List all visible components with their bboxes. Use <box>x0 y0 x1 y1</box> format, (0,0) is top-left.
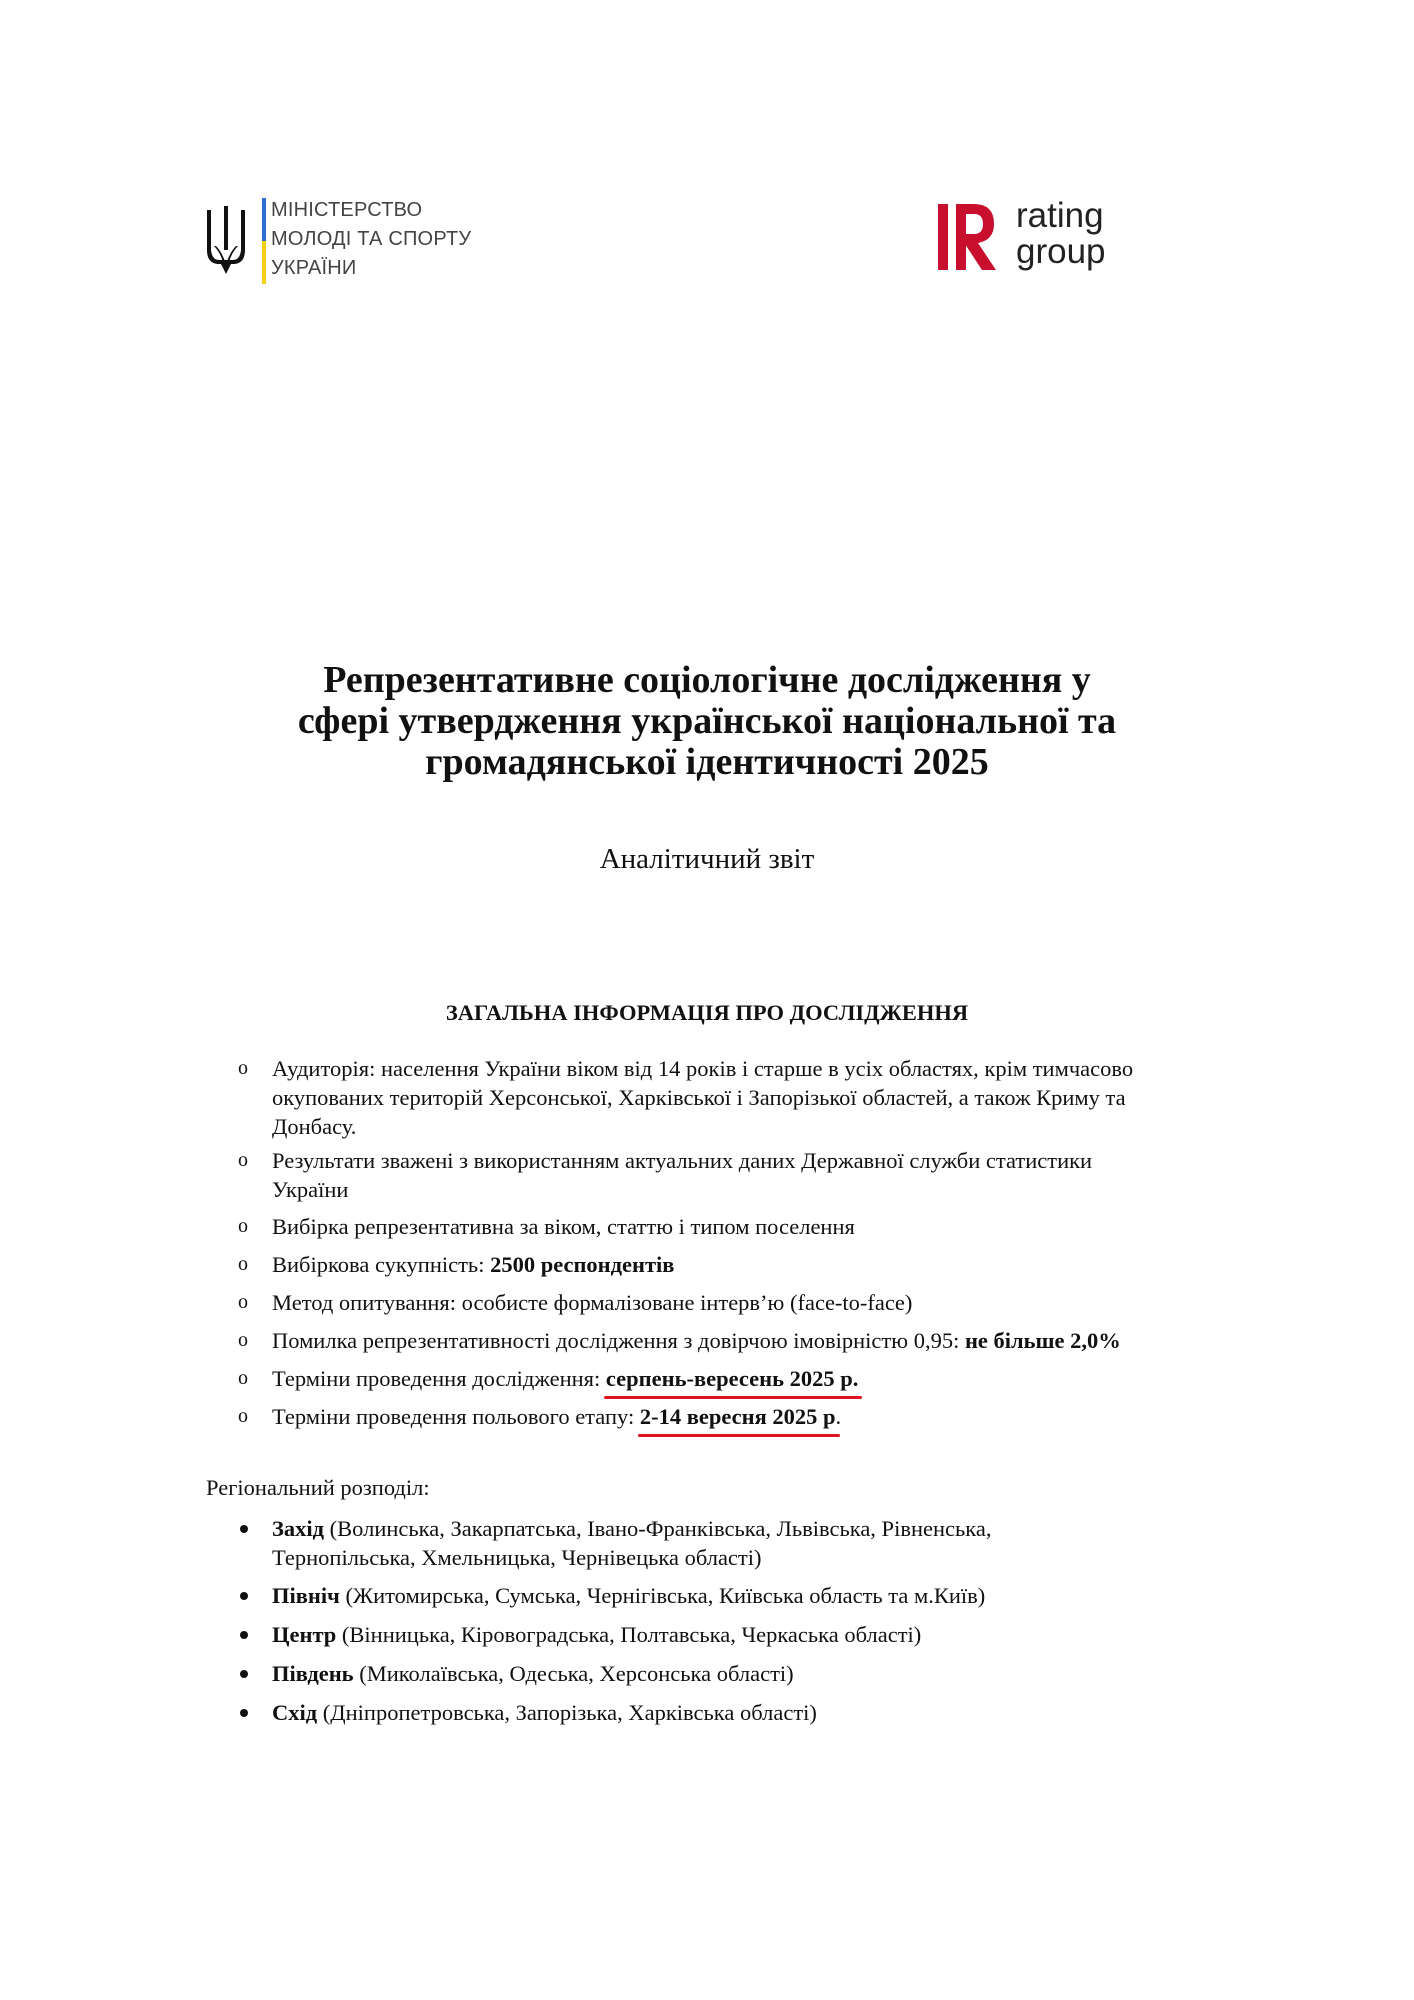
title-line: громадянської ідентичності 2025 <box>425 741 989 783</box>
region-item-south <box>206 1659 1136 1688</box>
document-subtitle: Аналітичний звіт <box>599 843 815 875</box>
list-marker: o <box>238 1057 248 1079</box>
region-name: Південь <box>272 1661 354 1686</box>
rating-r-icon <box>938 204 998 270</box>
region-areas: (Дніпропетровська, Запорізька, Харківська області) <box>317 1700 817 1725</box>
info-item-error <box>206 1326 1136 1355</box>
ministry-name <box>271 196 471 283</box>
region-item-east <box>206 1698 1136 1727</box>
info-item-method <box>206 1288 1136 1317</box>
rating-wordmark <box>1016 198 1106 270</box>
field-period-value: 2-14 вересня 2025 р <box>639 1404 836 1429</box>
info-item-sample-size <box>206 1250 1136 1279</box>
period-tail: . <box>835 1404 842 1429</box>
blue-bar <box>262 198 266 241</box>
region-item-west <box>206 1514 1136 1572</box>
error-value: не більше 2,0% <box>964 1328 1121 1353</box>
region-list <box>206 1514 1136 1727</box>
info-item-sample-type <box>206 1212 1136 1241</box>
list-marker: o <box>238 1367 248 1389</box>
info-text: Результати зважені з використанням актуальних даних Державної служби статистики України <box>272 1148 1093 1202</box>
list-marker: o <box>238 1405 248 1427</box>
ministry-line: МІНІСТЕРСТВО <box>271 199 423 221</box>
ministry-logo <box>203 196 503 286</box>
info-text: Аудиторія: населення України віком від 14 років і старше в усіх областях, крім тимчасово окупованих територій Херсонської, Харківської і Запорізької областей, а також Криму та Донбасу. <box>272 1056 1134 1139</box>
bullet-icon <box>240 1670 248 1678</box>
rating-mark-letter <box>956 204 996 270</box>
info-list <box>206 1054 1136 1431</box>
list-marker: o <box>238 1329 248 1351</box>
info-text: Терміни проведення польового етапу: <box>272 1404 640 1429</box>
region-item-center <box>206 1620 1136 1649</box>
region-name: Центр <box>272 1622 337 1647</box>
list-marker: o <box>238 1291 248 1313</box>
info-text: Помилка репрезентативності дослідження з довірчою імовірністю 0,95: <box>272 1328 965 1353</box>
region-name: Захід <box>272 1516 325 1541</box>
info-text: Вибірка репрезентативна за віком, статтю і типом поселення <box>272 1214 855 1239</box>
list-marker: o <box>238 1149 248 1171</box>
list-marker: o <box>238 1215 248 1237</box>
regional-heading: Регіональний розподіл: <box>206 1475 430 1500</box>
title-line: Репрезентативне соціологічне дослідження у <box>323 659 1091 701</box>
region-areas: (Житомирська, Сумська, Чернігівська, Київська область та м.Київ) <box>339 1583 986 1608</box>
list-marker: o <box>238 1253 248 1275</box>
rating-word: rating <box>1016 196 1104 235</box>
info-item-field-period <box>206 1402 1136 1431</box>
ministry-color-bars <box>262 198 266 284</box>
sample-size-value: 2500 респондентів <box>490 1252 675 1277</box>
region-areas: (Волинська, Закарпатська, Івано-Франківська, Львівська, Рівненська, Тернопільська, Хмельницька, Чернівецька області) <box>272 1516 992 1570</box>
info-item-weighting <box>206 1146 1136 1204</box>
yellow-bar <box>262 241 266 284</box>
bullet-icon <box>240 1592 248 1600</box>
ministry-line: УКРАЇНИ <box>271 257 357 279</box>
info-text: Вибіркова сукупність: <box>272 1252 491 1277</box>
ministry-line: МОЛОДІ ТА СПОРТУ <box>271 228 472 250</box>
bullet-icon <box>240 1631 248 1639</box>
info-item-audience <box>206 1054 1136 1141</box>
document-title <box>150 660 1264 783</box>
region-item-north <box>206 1581 1136 1610</box>
rating-mark-bar <box>938 204 948 270</box>
section-heading: ЗАГАЛЬНА ІНФОРМАЦІЯ ПРО ДОСЛІДЖЕННЯ <box>445 1000 969 1025</box>
info-text: Терміни проведення дослідження: <box>272 1366 606 1391</box>
study-period-value: серпень-вересень 2025 р. <box>605 1366 859 1391</box>
info-text: Метод опитування: особисте формалізоване інтерв’ю (face-to-face) <box>272 1290 913 1315</box>
region-areas: (Вінницька, Кіровоградська, Полтавська, Черкаська області) <box>336 1622 922 1647</box>
region-name: Схід <box>272 1700 318 1725</box>
rating-group-logo <box>938 196 1188 280</box>
trident-icon <box>203 206 249 276</box>
group-word: group <box>1016 232 1106 271</box>
region-areas: (Миколаївська, Одеська, Херсонська області) <box>353 1661 794 1686</box>
region-name: Північ <box>272 1583 340 1608</box>
info-item-study-period <box>206 1364 1136 1393</box>
title-line: сфері утвердження української національної та <box>297 700 1117 742</box>
bullet-icon <box>240 1525 248 1533</box>
bullet-icon <box>240 1709 248 1717</box>
